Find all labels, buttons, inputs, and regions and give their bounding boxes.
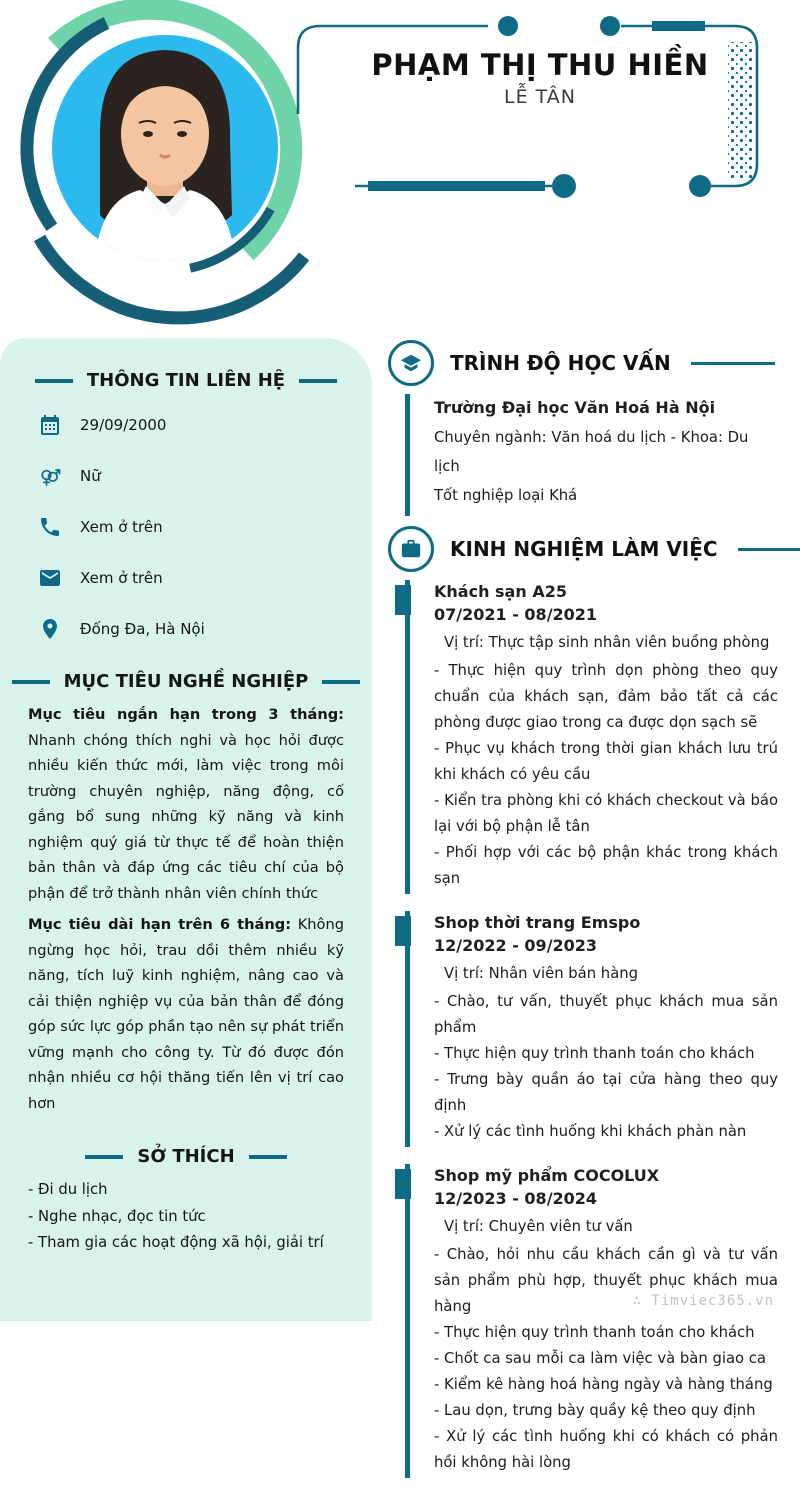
gender-icon bbox=[38, 464, 62, 488]
decorative-line bbox=[322, 680, 360, 684]
objective-paragraph-lead: Mục tiêu ngắn hạn trong 3 tháng: bbox=[28, 706, 344, 723]
decorative-line bbox=[35, 379, 73, 383]
duty-item: - Phục vụ khách trong thời gian khách lưu trú khi khách có yêu cầu bbox=[434, 740, 778, 783]
duty-list bbox=[434, 989, 778, 1145]
location-icon bbox=[38, 617, 62, 641]
job-position: Vị trí: Thực tập sinh nhân viên buồng phòng bbox=[444, 634, 770, 651]
objective-section bbox=[28, 671, 344, 1116]
experience-section-heading bbox=[388, 526, 778, 572]
name-block bbox=[310, 48, 770, 108]
duty-item: - Kiển tra phòng khi có khách checkout và báo lại với bộ phận lễ tân bbox=[434, 792, 778, 835]
decorative-line bbox=[12, 680, 50, 684]
hobby-item: - Nghe nhạc, đọc tin tức bbox=[28, 1207, 206, 1225]
duty-item: - Thực hiện quy trình thanh toán cho khách bbox=[434, 1324, 755, 1341]
duty-item: - Chào, hỏi nhu cầu khách cần gì và tư vấn sản phẩm phù hợp, thuyết phục khách mua hàng bbox=[434, 1246, 778, 1315]
job-period: 12/2023 - 08/2024 bbox=[434, 1189, 598, 1208]
objective-paragraph bbox=[28, 912, 344, 1116]
duty-item: - Thực hiện quy trình thanh toán cho khách bbox=[434, 1045, 755, 1062]
job-position: Vị trí: Nhân viên bán hàng bbox=[444, 965, 639, 982]
contact-heading-text: THÔNG TIN LIÊN HỆ bbox=[86, 370, 286, 391]
objective-paragraph-lead: Mục tiêu dài hạn trên 6 tháng: bbox=[28, 916, 292, 933]
graduation-cap-icon bbox=[388, 340, 434, 386]
duty-item: - Xử lý các tình huống khi có khách có phản hồi không hài lòng bbox=[434, 1428, 778, 1471]
objective-paragraph-body: Nhanh chóng thích nghi và học hỏi được nhiều kiến thức mới, làm việc trong môi trường chuyên nghiệp, năng động, cố gắng bổ sung những kỹ năng và kinh nghiệm quý giá từ thực tế để hoàn thiện bản thân và đáp ứng các tiêu chí của bộ phận để trở thành nhân viên chính thức bbox=[28, 731, 344, 902]
phone-icon bbox=[38, 515, 62, 539]
contact-item bbox=[38, 515, 344, 539]
duty-item: - Thực hiện quy trình dọn phòng theo quy chuẩn của khách sạn, đảm bảo tất cả các phòng được giao trong ca được dọn sạch sẽ bbox=[434, 662, 778, 731]
company-name: Shop thời trang Emspo bbox=[434, 913, 641, 932]
education-detail-line: Tốt nghiệp loại Khá bbox=[434, 487, 578, 504]
hobbies-section bbox=[28, 1146, 344, 1257]
briefcase-icon bbox=[388, 526, 434, 572]
duty-item: - Kiểm kê hàng hoá hàng ngày và hàng tháng bbox=[434, 1376, 773, 1393]
hobbies-section-heading bbox=[28, 1146, 344, 1167]
experience-section bbox=[388, 526, 778, 1478]
decorative-line bbox=[691, 362, 775, 365]
education-entry bbox=[405, 394, 778, 516]
contact-list bbox=[28, 413, 344, 641]
duty-list bbox=[434, 1242, 778, 1476]
education-section-heading bbox=[388, 340, 778, 386]
experience-heading-text: KINH NGHIỆM LÀM VIỆC bbox=[450, 537, 718, 561]
decorative-line bbox=[85, 1155, 123, 1159]
job-entry bbox=[405, 1164, 778, 1478]
contact-item-text: 29/09/2000 bbox=[80, 416, 167, 434]
education-section bbox=[388, 340, 778, 516]
contact-item-text: Đống Đa, Hà Nội bbox=[80, 620, 205, 638]
decorative-line bbox=[299, 379, 337, 383]
contact-item bbox=[38, 617, 344, 641]
duty-item: - Xử lý các tình huống khi khách phàn nàn bbox=[434, 1123, 747, 1140]
company-name: Shop mỹ phẩm COCOLUX bbox=[434, 1166, 660, 1185]
objective-paragraphs bbox=[28, 702, 344, 1116]
decorative-line bbox=[738, 548, 800, 551]
contact-section-heading bbox=[28, 370, 344, 391]
contact-item-text: Xem ở trên bbox=[80, 518, 163, 536]
calendar-icon bbox=[38, 413, 62, 437]
email-icon bbox=[38, 566, 62, 590]
duty-item: - Chốt ca sau mỗi ca làm việc và bàn giao ca bbox=[434, 1350, 766, 1367]
objective-paragraph-body: Không ngừng học hỏi, trau dồi thêm nhiều kỹ năng, tích luỹ kinh nghiệm, nâng cao và cải thiện nghiệp vụ của bản thân để đóng góp sức lực góp phần tạo nên sự phát triển vững mạnh cho công ty. Từ đó được đón nhận nhiều cơ hội thăng tiến lên vị trí cao hơn bbox=[28, 916, 344, 1112]
job-entry bbox=[405, 911, 778, 1147]
hobby-list bbox=[28, 1177, 344, 1257]
contact-item bbox=[38, 413, 344, 437]
objective-paragraph bbox=[28, 702, 344, 906]
company-name: Khách sạn A25 bbox=[434, 582, 567, 601]
contact-item bbox=[38, 464, 344, 488]
job-list bbox=[388, 580, 778, 1478]
contact-item-text: Nữ bbox=[80, 467, 101, 485]
duty-item: - Lau dọn, trưng bày quầy kệ theo quy định bbox=[434, 1402, 756, 1419]
watermark: ∴ Timviec365.vn bbox=[632, 1293, 774, 1309]
job-entry bbox=[405, 580, 778, 894]
duty-item: - Phối hợp với các bộ phận khác trong khách sạn bbox=[434, 844, 778, 887]
candidate-name: PHẠM THỊ THU HIỀN bbox=[371, 48, 709, 82]
job-position: Vị trí: Chuyên viên tư vấn bbox=[444, 1218, 633, 1235]
education-heading-text: TRÌNH ĐỘ HỌC VẤN bbox=[450, 351, 671, 375]
duty-item: - Chào, tư vấn, thuyết phục khách mua sản phẩm bbox=[434, 993, 778, 1036]
job-period: 12/2022 - 09/2023 bbox=[434, 936, 598, 955]
hobby-item: - Đi du lịch bbox=[28, 1181, 108, 1198]
education-details bbox=[434, 423, 778, 510]
contact-item bbox=[38, 566, 344, 590]
education-detail-line: Chuyên ngành: Văn hoá du lịch - Khoa: Du lịch bbox=[434, 429, 749, 475]
duty-item: - Trưng bày quần áo tại cửa hàng theo quy định bbox=[434, 1071, 778, 1114]
job-period: 07/2021 - 08/2021 bbox=[434, 605, 598, 624]
candidate-job-title: LỄ TÂN bbox=[504, 86, 576, 108]
decorative-line bbox=[249, 1155, 287, 1159]
portrait-image bbox=[52, 35, 278, 261]
main-column bbox=[388, 340, 778, 1495]
school-name: Trường Đại học Văn Hoá Hà Nội bbox=[434, 398, 716, 417]
sidebar bbox=[0, 338, 372, 1321]
hobbies-heading-text: SỞ THÍCH bbox=[137, 1146, 235, 1167]
objective-heading-text: MỤC TIÊU NGHỀ NGHIỆP bbox=[63, 671, 309, 692]
objective-section-heading bbox=[28, 671, 344, 692]
duty-list bbox=[434, 658, 778, 892]
contact-item-text: Xem ở trên bbox=[80, 569, 163, 587]
hobby-item: - Tham gia các hoạt động xã hội, giải trí bbox=[28, 1234, 324, 1251]
header-frame-decoration bbox=[280, 12, 800, 232]
